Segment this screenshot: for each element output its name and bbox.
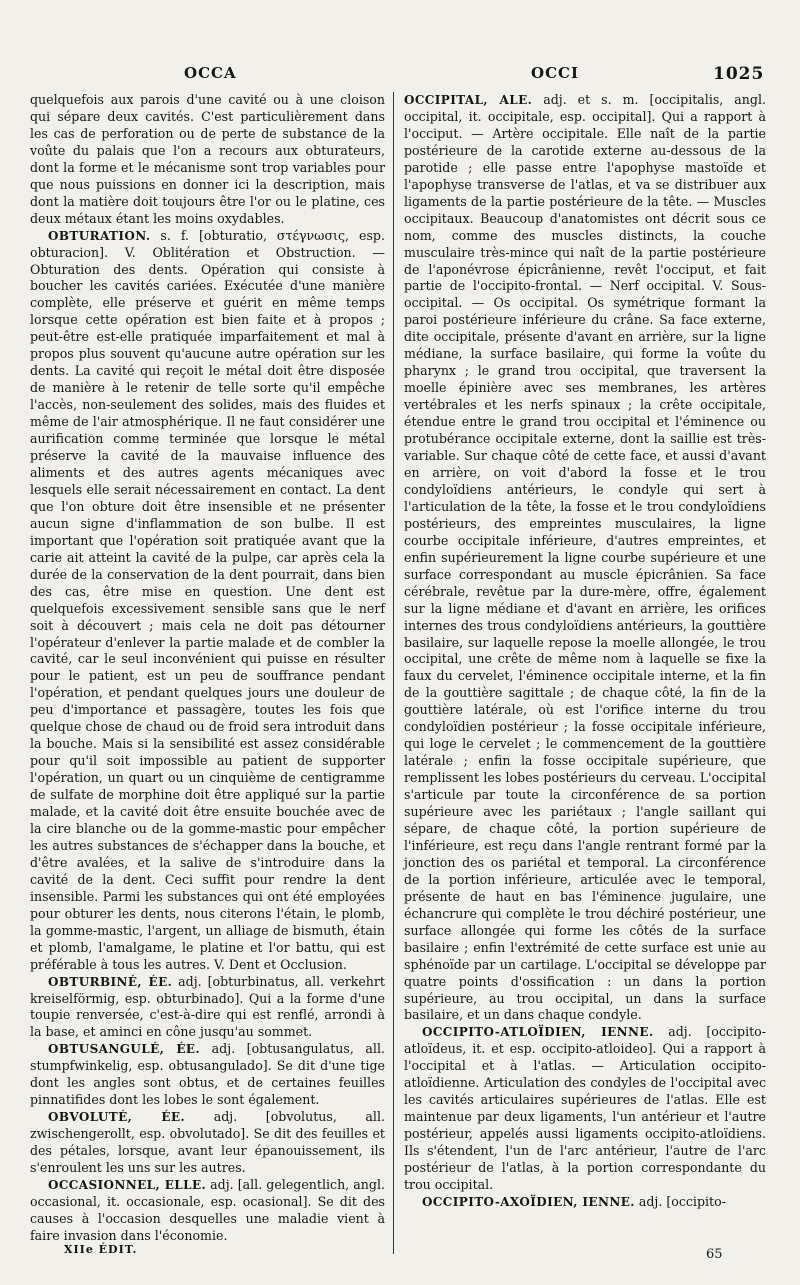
entry-obtusangule: [30, 1041, 385, 1109]
entry-headword: OCCIPITAL, ALE.: [404, 93, 533, 107]
entry-text: adj. [obvolutus, all. zwischengerollt, esp. obvolutado]. Se dit des feuilles et des pétales, lorsque, avant leur épanouissement, ils s'enroulent les uns sur les autres.: [30, 1109, 385, 1176]
entry-text: s. f. [obturatio, στέγνωσις, esp. obturacion]. V. Oblitération et Obstruction. — Obturation des dents. Opération qui consiste à boucher les cavités cariées. Exécutée d'une manière complète, elle préserve et guérit en même temps lorsque cette opération est bien faite et à propos ; peut-être est-elle pratiquée imparfaitement et mal à propos plus souvent qu'aucune autre opération sur les dents. La cavité qui reçoit le métal doit être disposée de manière à le retenir de telle sorte qu'il empêche l'accès, non-seulement des solides, mais des fluides et même de l'air atmosphérique. Il ne faut considérer une aurification comme terminée que lorsque le métal préserve la cavité de la mauvaise influence des aliments et des autres agents mécaniques avec lesquels elle serait nécessairement en contact. La dent que l'on obture doit être insensible et ne présenter aucun signe d'inflammation de son bulbe. Il est important que l'opération soit pratiquée avant que la carie ait atteint la cavité de la pulpe, car après cela la durée de la conservation de la dent pourrait, dans bien des cas, être mise en question. Une dent est quelquefois excessivement sensible sans que le nerf soit à découvert ; mais cela ne doit pas détourner l'opérateur d'enlever la partie malade et de combler la cavité, car le seul inconvénient qui puisse en résulter pour le patient, est un peu de souffrance pendant l'opération, et pendant quelques jours une douleur de peu d'importance et passagère, toutes les fois que quelque chose de chaud ou de froid sera introduit dans la bouche. Mais si la sensibilité est assez considérable pour qu'il soit impossible au patient de supporter l'opération, un quart ou un cinquième de centigramme de sulfate de morphine doit être appliqué sur la partie malade, et la cavité doit être ensuite bouchée avec de la cire blanche ou de la gomme-mastic pour empêcher les autres substances de s'échapper dans la bouche, et d'être avalées, et la salive de s'introduire dans la cavité de la dent. Ceci suffit pour rendre la dent insensible. Parmi les substances qui ont été employées pour obturer les dents, nous citerons l'étain, le plomb, la gomme-mastic, l'argent, un alliage de bismuth, étain et plomb, l'amalgame, le platine et l'or battu, qui est préférable à tous les autres. V. Dent et Occlusion.: [30, 227, 385, 972]
signature-mark: 65: [706, 1247, 723, 1262]
entry-text: quelquefois aux parois d'une cavité ou à une cloison qui sépare deux cavités. C'est particulièrement dans les cas de perforation ou de perte de substance de la voûte du palais que l'on a recours aux obturateurs, dont la forme et le mécanisme sont trop variables pour que nous puissions en donner ici la description, mais dont la matière doit toujours être l'or ou le platine, ces deux métaux étant les moins oxydables.: [30, 92, 385, 226]
page-number: 1025: [713, 64, 765, 84]
entry-headword: OBTURBINÉ, ÉE.: [48, 974, 173, 989]
entry-text: adj. [occipito-: [638, 1193, 726, 1209]
entry-occipito-atloidien: [404, 1024, 766, 1194]
entry-text: adj. et s. m. [occipitalis, angl. occipital, it. occipitale, esp. occipital]. Qui a rapport à l'occiput. — Artère occipitale. Elle naît de la partie postérieure de la carotide externe au-dessous de la parotide ; elle passe entre l'apophyse mastoïde et l'apophyse transverse de l'atlas, et va se distribuer aux ligaments de la partie postérieure de la tête. — Muscles occipitaux. Beaucoup d'anatomistes ont décrit sous ce nom, comme des muscles distincts, la couche musculaire très-mince qui naît de la partie postérieure de l'aponévrose épicrânienne, revêt l'occiput, et fait partie de l'occipito-frontal. — Nerf occipital. V. Sous-occipital. — Os occipital. Os symétrique formant la paroi postérieure inférieure du crâne. Sa face externe, dite occipitale, présente d'avant en arrière, sur la ligne médiane, la surface basilaire, qui forme la voûte du pharynx ; le grand trou occipital, que traversent la moelle épinière avec ses membranes, les artères vertébrales et les nerfs spinaux ; la crête occipitale, étendue entre le grand trou occipital et l'éminence ou protubérance occipitale externe, dont la saillie est très-variable. Sur chaque côté de cette face, et aussi d'avant en arrière, on voit d'abord la fosse et le trou condyloïdiens antérieurs, le condyle qui sert à l'articulation de la tête, la fosse et le trou condyloïdiens postérieurs, des empreintes musculaires, la ligne courbe occipitale inférieure, d'autres empreintes, et enfin supérieurement la ligne courbe supérieure et une surface correspondant au muscle épicrânien. Sa face cérébrale, revêtue par la dure-mère, offre, également sur la ligne médiane et d'avant en arrière, les orifices internes des trous condyloïdiens antérieurs, la gouttière basilaire, sur laquelle repose la moelle allongée, le trou occipital, une crête de même nom à laquelle se fixe la faux du cervelet, l'éminence occipitale interne, et la fin de la gouttière sagittale ; de chaque côté, la fin de la gouttière latérale, où est l'orifice interne du trou condyloïdien postérieur ; la fosse occipitale inférieure, qui loge le cervelet ; le commencement de la gouttière latérale ; enfin la fosse occipitale supérieure, que remplissent les lobes postérieurs du cerveau. L'occipital s'articule par toute la circonférence de sa portion supérieure avec les pariétaux ; l'angle saillant qui sépare, de chaque côté, la portion supérieure de l'inférieure, est reçu dans l'angle rentrant formé par la jonction des os pariétal et temporal. La circonférence de la portion inférieure, articulée avec le temporal, présente de haut en bas l'éminence jugulaire, une échancrure qui complète le trou déchiré postérieur, une surface allongée qui forme les côtés de la surface basilaire ; enfin l'extrémité de cette surface est unie au sphénoïde par un cartilage. L'occipital se développe par quatre points d'ossification : un dans la portion supérieure, au trou occipital, un dans la surface basilaire, et un dans chaque condyle.: [404, 92, 766, 1023]
left-column: [30, 92, 385, 1245]
entry-headword: OBTUSANGULÉ, ÉE.: [48, 1042, 201, 1057]
entry-text: adj. [obturbinatus, all. verkehrt kreiselförmig, esp. obturbinado]. Qui a la forme d'une toupie renversée, c'est-à-dire qui est renflé, arrondi à la base, et aminci en cône jusqu'au sommet.: [30, 973, 385, 1040]
entry-headword: OBTURATION.: [48, 228, 151, 243]
entry-occipital: [404, 92, 766, 1024]
running-head-left: OCCA: [184, 64, 237, 82]
entry-headword: OCCASIONNEL, ELLE.: [48, 1178, 207, 1192]
entry-continuation: [30, 92, 385, 228]
entry-headword: OBVOLUTÉ, ÉE.: [48, 1110, 186, 1125]
entry-headword: OCCIPITO-ATLOÏDIEN, IENNE.: [422, 1025, 654, 1040]
entry-text: adj. [all. gelegentlich, angl. occasional, it. occasionale, esp. ocasional]. Se dit des causes à l'occasion desquelles une maladie vient à faire invasion dans l'économie.: [30, 1177, 385, 1243]
entry-text: adj. [obtusangulatus, all. stumpfwinkelig, esp. obtusangulado]. Se dit d'une tige dont les angles sont obtus, et de certaines feuilles pinnatifides dont les lobes le sont également.: [30, 1041, 385, 1108]
entry-occasionnel: [30, 1177, 385, 1245]
running-head-right: OCCI: [531, 64, 579, 82]
entry-text: adj. [occipito-atloïdeus, it. et esp. occipito-atloideo]. Qui a rapport à l'occipital et à l'atlas. — Articulation occipito-atloïdienne. Articulation des condyles de l'occipital avec les cavités articulaires supérieures de l'atlas. Elle est maintenue par deux ligaments, l'un antérieur et l'autre postérieur, appelés aussi ligaments occipito-atloïdiens. Ils s'étendent, l'un de l'arc antérieur, l'autre de l'arc postérieur de l'atlas, à la portion correspondante du trou occipital.: [404, 1024, 766, 1192]
entry-occipito-axoidien: [404, 1194, 766, 1211]
column-divider: [393, 92, 394, 1254]
entry-obturbine: [30, 974, 385, 1042]
entry-obturation: [30, 228, 385, 974]
entry-obvolute: [30, 1109, 385, 1177]
entry-headword: OCCIPITO-AXOÏDIEN, IENNE.: [422, 1194, 635, 1209]
right-column: [404, 92, 766, 1211]
edition-mark: XIIe ÉDIT.: [64, 1243, 138, 1256]
